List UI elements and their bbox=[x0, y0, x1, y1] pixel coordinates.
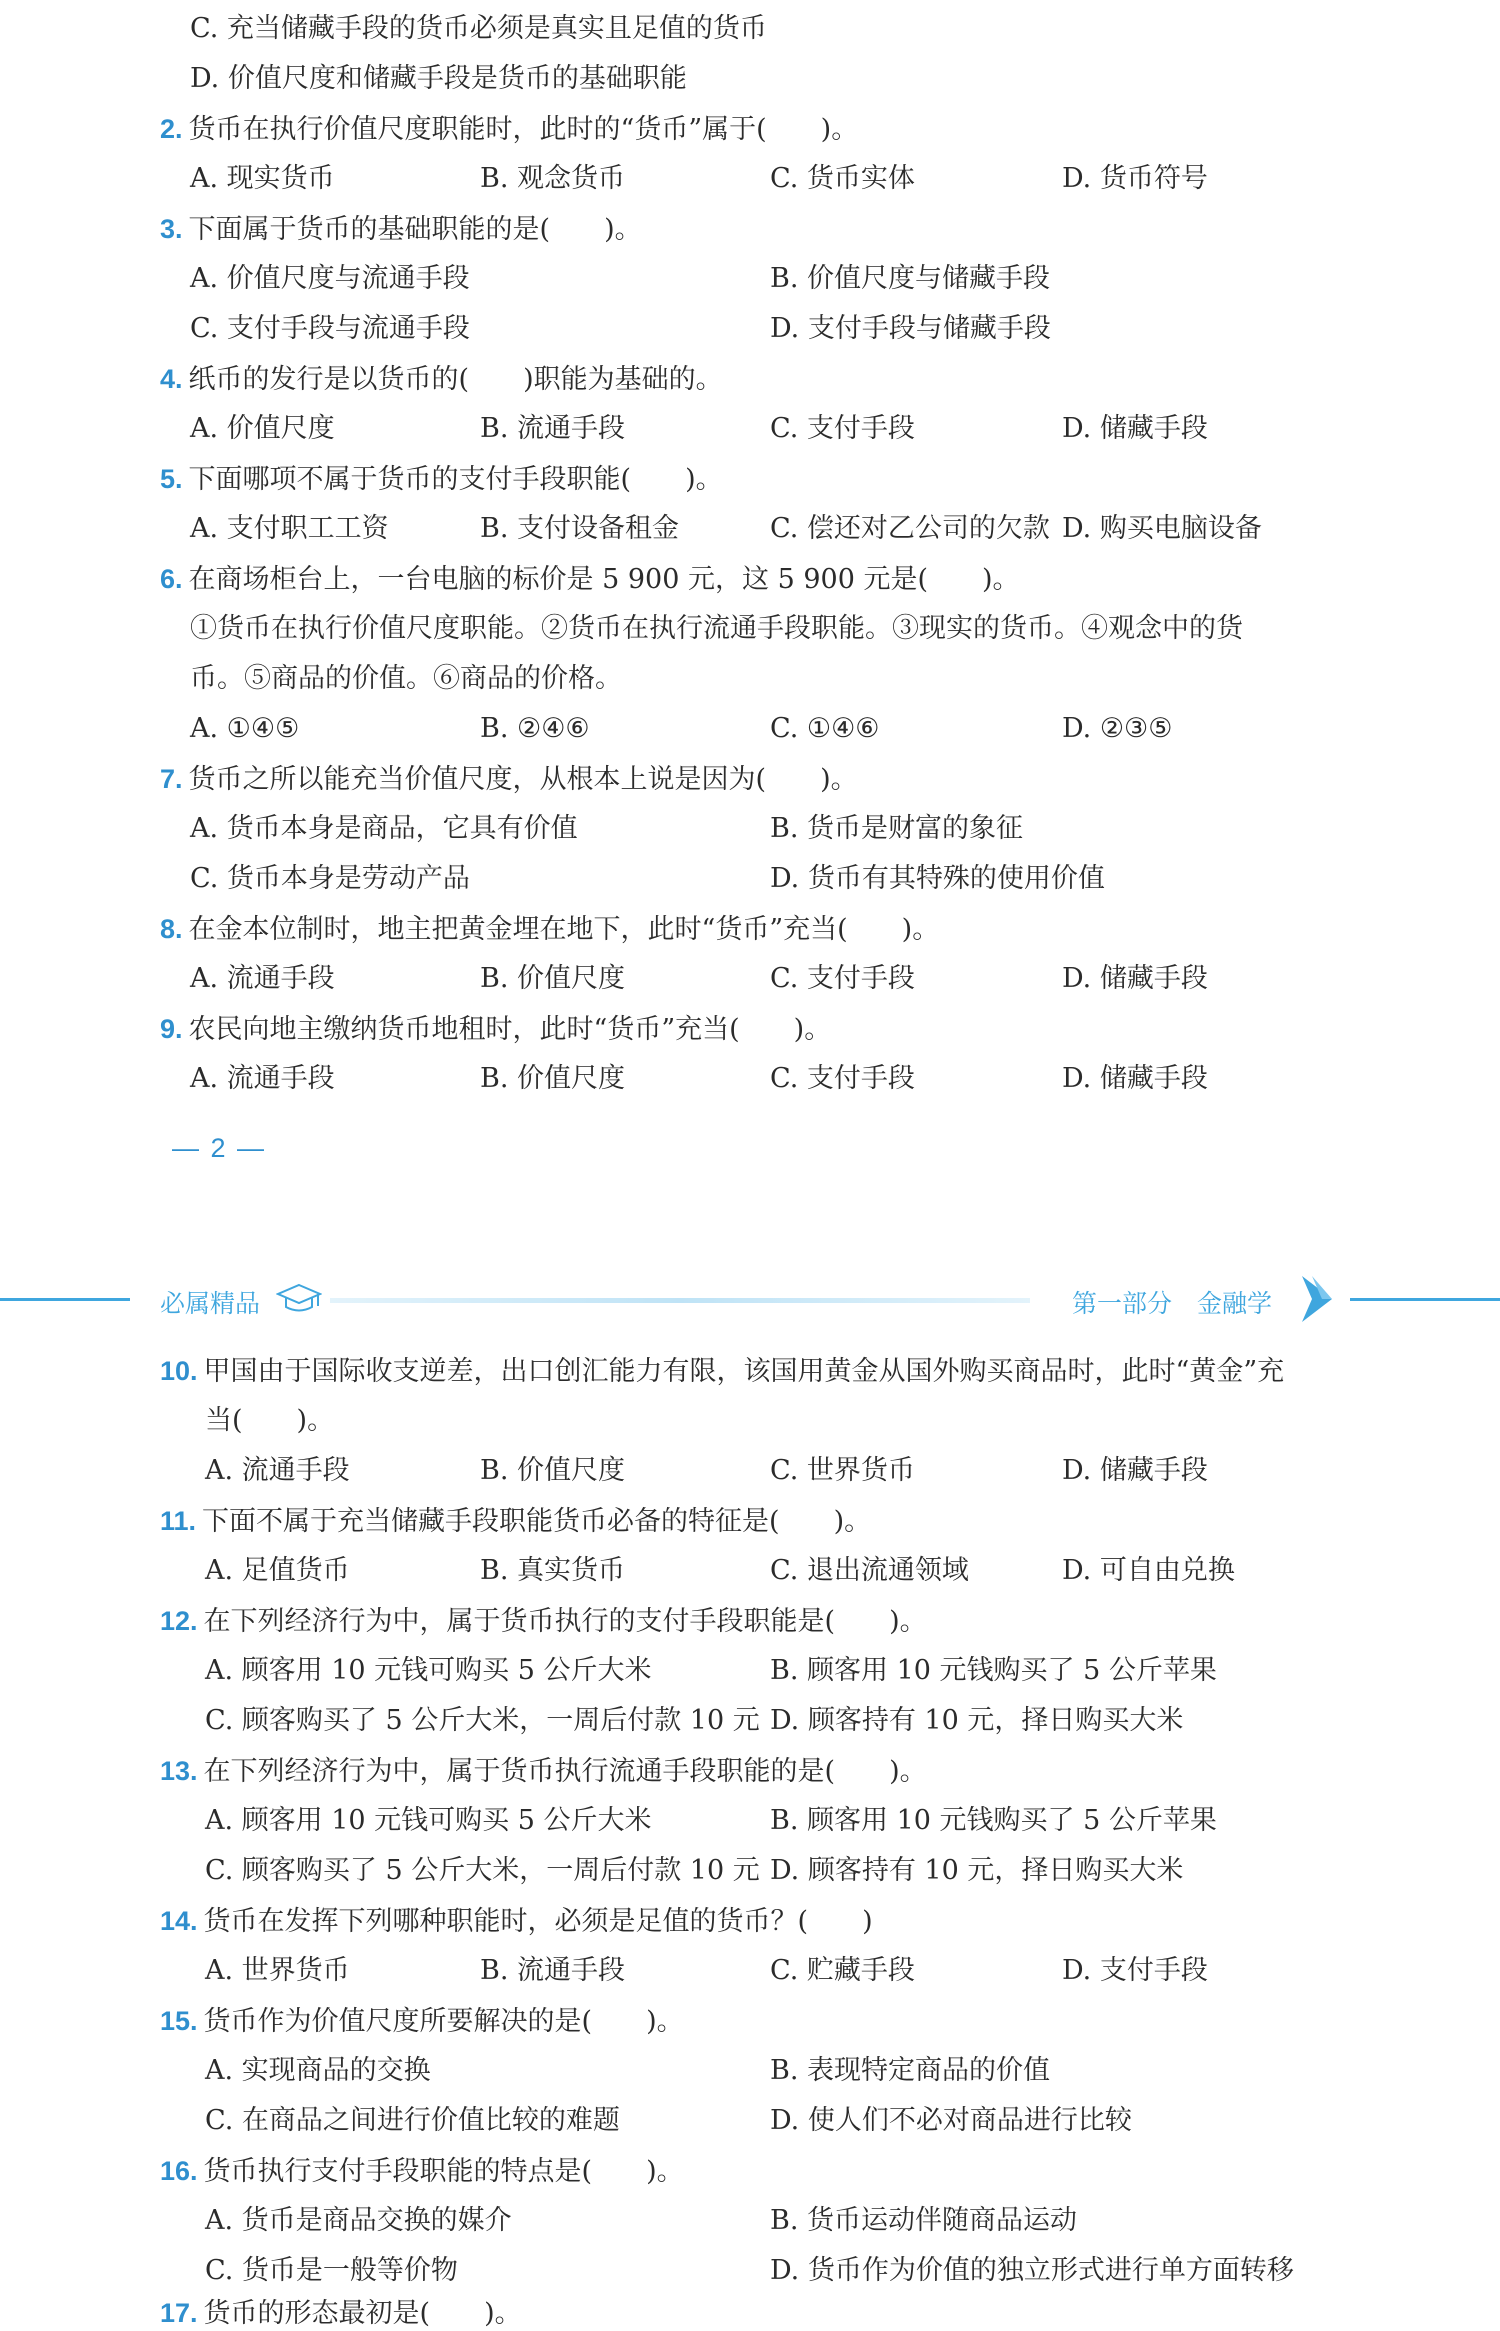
answer-option: 当( )。 bbox=[205, 1405, 335, 1436]
answer-option: B. ②④⑥ bbox=[480, 713, 590, 744]
answer-option: B. 支付设备租金 bbox=[480, 513, 680, 544]
question-stem bbox=[160, 562, 1020, 597]
answer-option: C. 在商品之间进行价值比较的难题 bbox=[205, 2105, 620, 2136]
answer-option: B. 顾客用 10 元钱购买了 5 公斤苹果 bbox=[770, 1655, 1217, 1686]
question-stem bbox=[160, 1012, 831, 1047]
answer-option: C. 退出流通领域 bbox=[770, 1555, 969, 1586]
question-stem bbox=[160, 362, 723, 397]
question-number: 12. bbox=[160, 1606, 198, 1636]
question-number: 11. bbox=[160, 1506, 197, 1536]
answer-option: D. 储藏手段 bbox=[1062, 413, 1208, 444]
answer-option: C. 支付手段 bbox=[770, 413, 915, 444]
question-number: 3. bbox=[160, 214, 183, 244]
question-stem bbox=[160, 1504, 871, 1539]
answer-option: B. 真实货币 bbox=[480, 1555, 626, 1586]
answer-option: C. 支付手段 bbox=[770, 1063, 915, 1094]
answer-option: B. 表现特定商品的价值 bbox=[770, 2055, 1051, 2086]
header-rule-right bbox=[1350, 1298, 1500, 1301]
question-text: 在商场柜台上，一台电脑的标价是 5 900 元，这 5 900 元是( )。 bbox=[188, 564, 1020, 595]
question-text: 货币的形态最初是( )。 bbox=[203, 2298, 522, 2329]
question-number: 9. bbox=[160, 1014, 183, 1044]
question-text: 货币在发挥下列哪种职能时，必须是足值的货币？( ) bbox=[203, 1906, 873, 1937]
answer-option: B. 流通手段 bbox=[480, 1955, 626, 1986]
question-text: 甲国由于国际收支逆差，出口创汇能力有限，该国用黄金从国外购买商品时，此时“黄金”充 bbox=[203, 1356, 1285, 1387]
question-number: 15. bbox=[160, 2006, 198, 2036]
question-stem bbox=[160, 2004, 684, 2039]
question-number: 5. bbox=[160, 464, 183, 494]
question-text: 在金本位制时，地主把黄金埋在地下，此时“货币”充当( )。 bbox=[188, 914, 940, 945]
answer-option: B. 价值尺度 bbox=[480, 963, 626, 994]
question-number: 8. bbox=[160, 914, 183, 944]
answer-option: B. 货币是财富的象征 bbox=[770, 813, 1024, 844]
answer-option: A. 顾客用 10 元钱可购买 5 公斤大米 bbox=[205, 1805, 652, 1836]
answer-option: A. 货币本身是商品，它具有价值 bbox=[190, 813, 578, 844]
question-text: 纸币的发行是以货币的( )职能为基础的。 bbox=[188, 364, 723, 395]
answer-option: C. 偿还对乙公司的欠款 bbox=[770, 513, 1050, 544]
header-brand-label: 必属精品 bbox=[160, 1289, 261, 1318]
question-text: 下面哪项不属于货币的支付手段职能( )。 bbox=[188, 464, 723, 495]
answer-option: D. 货币有其特殊的使用价值 bbox=[770, 863, 1105, 894]
question-text: 农民向地主缴纳货币地租时，此时“货币”充当( )。 bbox=[188, 1014, 832, 1045]
question-text: 货币之所以能充当价值尺度，从根本上说是因为( )。 bbox=[188, 764, 858, 795]
question-number: 6. bbox=[160, 564, 183, 594]
answer-option: C. 货币实体 bbox=[770, 163, 915, 194]
question-stem bbox=[160, 2296, 522, 2331]
question-number: 17. bbox=[160, 2298, 198, 2328]
answer-option: B. 价值尺度 bbox=[480, 1063, 626, 1094]
question-number: 7. bbox=[160, 764, 183, 794]
answer-option: A. 顾客用 10 元钱可购买 5 公斤大米 bbox=[205, 1655, 652, 1686]
answer-option: C. 支付手段 bbox=[770, 963, 915, 994]
question-text: 下面属于货币的基础职能的是( )。 bbox=[188, 214, 642, 245]
answer-option: C. ①④⑥ bbox=[770, 713, 880, 744]
answer-option: D. 顾客持有 10 元，择日购买大米 bbox=[770, 1705, 1184, 1736]
answer-option: 币。⑤商品的价值。⑥商品的价格。 bbox=[190, 663, 622, 694]
answer-option: D. 顾客持有 10 元，择日购买大米 bbox=[770, 1855, 1184, 1886]
header-rule-fade bbox=[330, 1298, 1030, 1303]
answer-option: C. 支付手段与流通手段 bbox=[190, 313, 470, 344]
answer-option: D. 价值尺度和储藏手段是货币的基础职能 bbox=[190, 63, 687, 94]
question-number: 2. bbox=[160, 114, 183, 144]
answer-option: D. 储藏手段 bbox=[1062, 1063, 1208, 1094]
answer-option: C. 贮藏手段 bbox=[770, 1955, 915, 1986]
answer-option: A. 现实货币 bbox=[190, 163, 335, 194]
answer-option: A. 足值货币 bbox=[205, 1555, 350, 1586]
question-stem bbox=[160, 2154, 684, 2189]
answer-option: D. 购买电脑设备 bbox=[1062, 513, 1262, 544]
answer-option: A. 支付职工工资 bbox=[190, 513, 389, 544]
question-number: 10. bbox=[160, 1356, 198, 1386]
answer-option: D. 储藏手段 bbox=[1062, 963, 1208, 994]
answer-option: A. 实现商品的交换 bbox=[205, 2055, 431, 2086]
question-stem bbox=[160, 1354, 1284, 1389]
answer-option: B. 价值尺度 bbox=[480, 1455, 626, 1486]
answer-option: ①货币在执行价值尺度职能。②货币在执行流通手段职能。③现实的货币。④观念中的货 bbox=[190, 613, 1243, 644]
answer-option: D. 支付手段与储藏手段 bbox=[770, 313, 1051, 344]
answer-option: A. 流通手段 bbox=[205, 1455, 350, 1486]
answer-option: C. 货币本身是劳动产品 bbox=[190, 863, 470, 894]
answer-option: C. 顾客购买了 5 公斤大米，一周后付款 10 元 bbox=[205, 1855, 760, 1886]
question-text: 货币在执行价值尺度职能时，此时的“货币”属于( )。 bbox=[188, 114, 859, 145]
question-number: 14. bbox=[160, 1906, 198, 1936]
question-text: 在下列经济行为中，属于货币执行的支付手段职能是( )。 bbox=[203, 1606, 927, 1637]
question-stem bbox=[160, 462, 723, 497]
question-number: 4. bbox=[160, 364, 183, 394]
answer-option: D. 使人们不必对商品进行比较 bbox=[770, 2105, 1132, 2136]
question-stem bbox=[160, 112, 858, 147]
answer-option: B. 流通手段 bbox=[480, 413, 626, 444]
answer-option: A. 流通手段 bbox=[190, 963, 335, 994]
answer-option: C. 顾客购买了 5 公斤大米，一周后付款 10 元 bbox=[205, 1705, 760, 1736]
question-stem bbox=[160, 1604, 927, 1639]
question-text: 货币作为价值尺度所要解决的是( )。 bbox=[203, 2006, 684, 2037]
question-text: 货币执行支付手段职能的特点是( )。 bbox=[203, 2156, 684, 2187]
answer-option: D. 储藏手段 bbox=[1062, 1455, 1208, 1486]
question-stem bbox=[160, 762, 858, 797]
header-section-label: 第一部分 金融学 bbox=[1072, 1289, 1273, 1318]
answer-option: B. 观念货币 bbox=[480, 163, 626, 194]
answer-option: B. 顾客用 10 元钱购买了 5 公斤苹果 bbox=[770, 1805, 1217, 1836]
question-text: 在下列经济行为中，属于货币执行流通手段职能的是( )。 bbox=[203, 1756, 927, 1787]
answer-option: B. 价值尺度与储藏手段 bbox=[770, 263, 1051, 294]
question-number: 16. bbox=[160, 2156, 198, 2186]
answer-option: A. 世界货币 bbox=[205, 1955, 350, 1986]
answer-option: C. 世界货币 bbox=[770, 1455, 915, 1486]
page-number: — 2 — bbox=[172, 1133, 267, 1163]
question-stem bbox=[160, 912, 939, 947]
answer-option: D. 支付手段 bbox=[1062, 1955, 1208, 1986]
answer-option: D. 货币符号 bbox=[1062, 163, 1208, 194]
answer-option: C. 货币是一般等价物 bbox=[205, 2255, 458, 2286]
answer-option: D. ②③⑤ bbox=[1062, 713, 1173, 744]
question-stem bbox=[160, 212, 642, 247]
question-stem bbox=[160, 1754, 927, 1789]
question-number: 13. bbox=[160, 1756, 198, 1786]
answer-option: A. 价值尺度 bbox=[190, 413, 335, 444]
question-text: 下面不属于充当储藏手段职能货币必备的特征是( )。 bbox=[202, 1506, 872, 1537]
header-rule-left bbox=[0, 1298, 130, 1301]
answer-option: A. ①④⑤ bbox=[190, 713, 300, 744]
answer-option: A. 流通手段 bbox=[190, 1063, 335, 1094]
answer-option: C. 充当储藏手段的货币必须是真实且足值的货币 bbox=[190, 13, 767, 44]
answer-option: A. 价值尺度与流通手段 bbox=[190, 263, 470, 294]
answer-option: D. 可自由兑换 bbox=[1062, 1555, 1235, 1586]
section-header bbox=[0, 1268, 1500, 1334]
question-stem bbox=[160, 1904, 873, 1939]
answer-option: D. 货币作为价值的独立形式进行单方面转移 bbox=[770, 2255, 1294, 2286]
graduation-cap-icon bbox=[276, 1282, 322, 1316]
answer-option: A. 货币是商品交换的媒介 bbox=[205, 2205, 512, 2236]
arrow-chevron-icon bbox=[1296, 1274, 1336, 1324]
answer-option: B. 货币运动伴随商品运动 bbox=[770, 2205, 1078, 2236]
